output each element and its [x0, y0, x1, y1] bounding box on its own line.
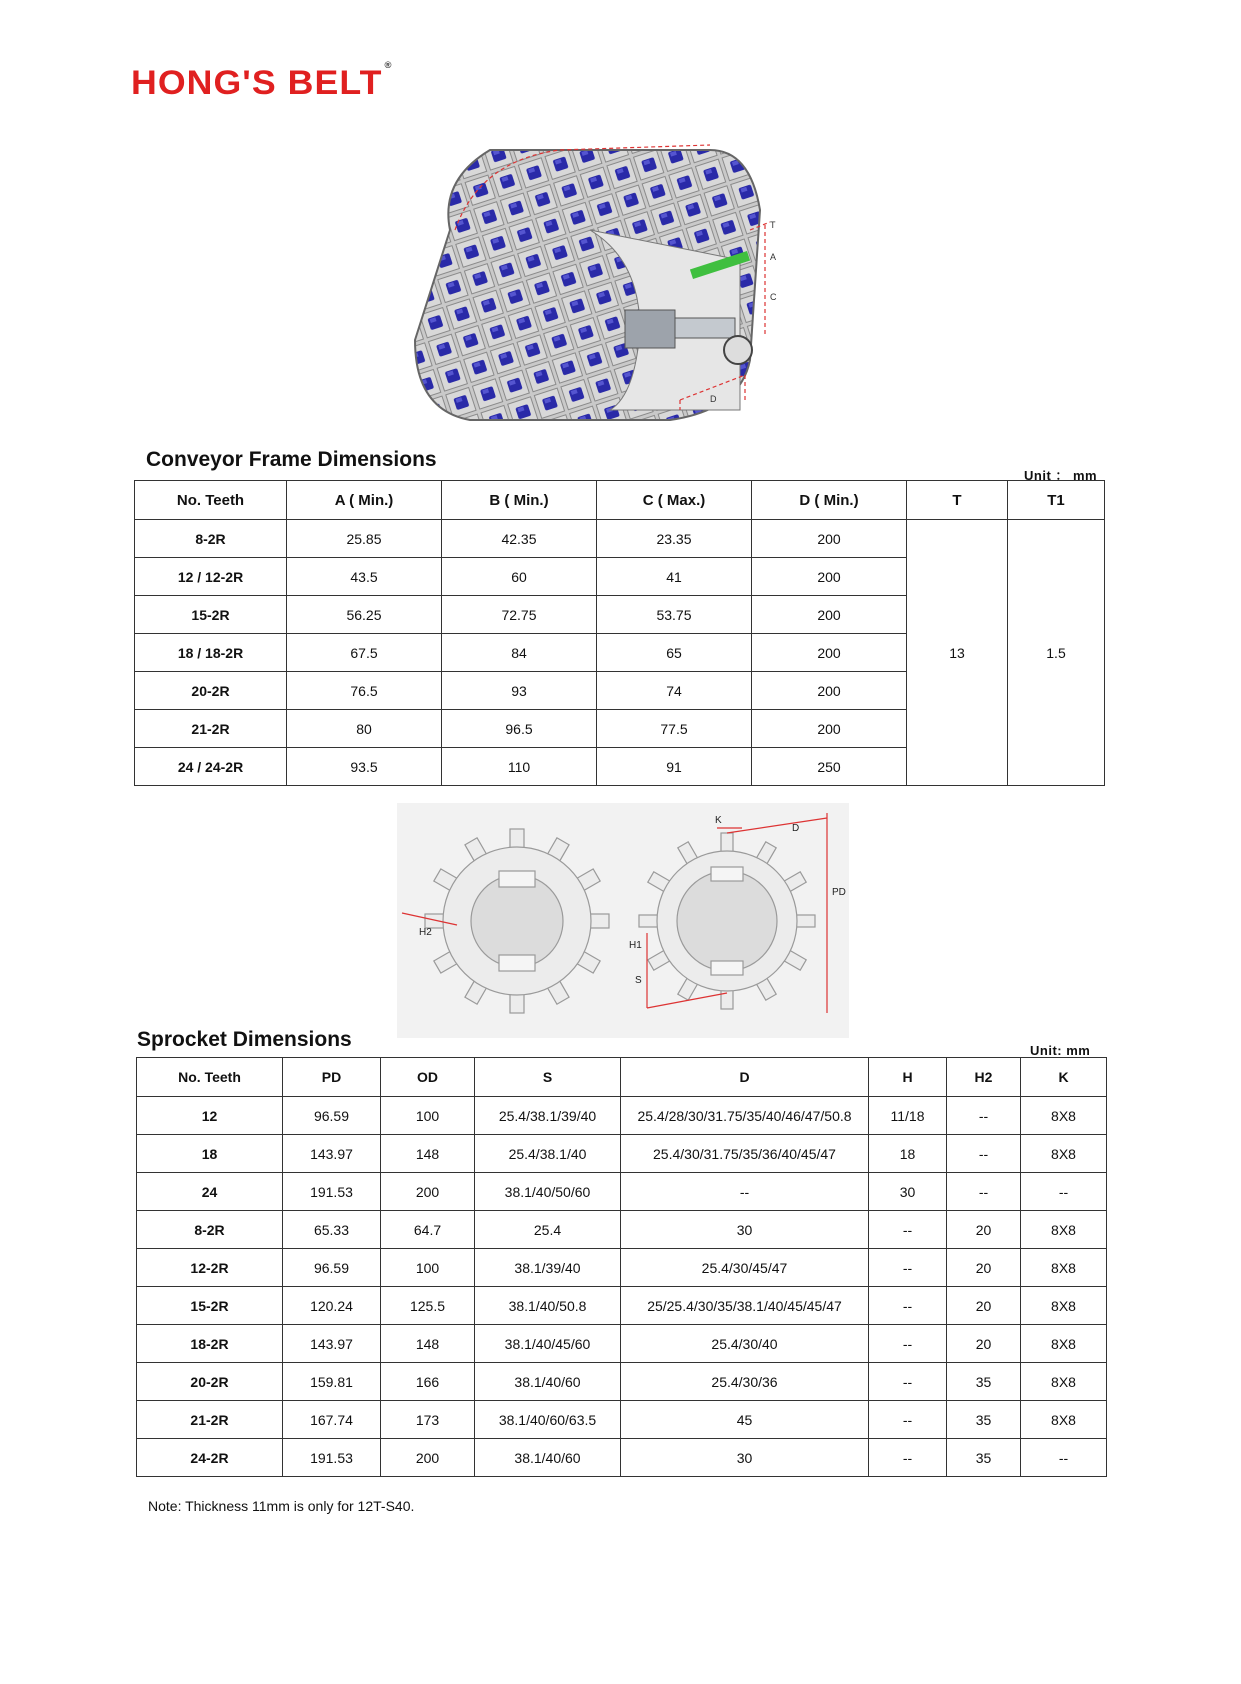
footnote: Note: Thickness 11mm is only for 12T-S40.: [148, 1498, 415, 1514]
cell: 8-2R: [135, 520, 287, 558]
label-H1: H1: [629, 940, 642, 951]
cell: 12: [137, 1097, 283, 1135]
label-T: T: [770, 220, 776, 230]
header-od: OD: [381, 1058, 475, 1097]
cell: 120.24: [283, 1287, 381, 1325]
cell: 191.53: [283, 1439, 381, 1477]
cell: 25.4/38.1/40: [475, 1135, 621, 1173]
cell: 110: [442, 748, 597, 786]
cell: 91: [597, 748, 752, 786]
cell: --: [869, 1287, 947, 1325]
cell: 200: [752, 558, 907, 596]
cell: 18: [869, 1135, 947, 1173]
label-PD: PD: [832, 887, 846, 898]
cell: 250: [752, 748, 907, 786]
cell: 24: [137, 1173, 283, 1211]
cell: 20: [947, 1325, 1021, 1363]
conveyor-belt-illustration: [410, 110, 850, 450]
header-t1: T1: [1008, 481, 1105, 520]
header-a: A ( Min.): [287, 481, 442, 520]
header-no-teeth: No. Teeth: [135, 481, 287, 520]
brand-logo-text: HONG'S BELT: [131, 64, 383, 102]
cell: 200: [752, 710, 907, 748]
table-row: [137, 1325, 1107, 1363]
cell: 200: [752, 520, 907, 558]
brand-logo: [131, 60, 393, 103]
cell: 24-2R: [137, 1439, 283, 1477]
cell: 148: [381, 1135, 475, 1173]
cell: 8-2R: [137, 1211, 283, 1249]
cell: 8X8: [1021, 1363, 1107, 1401]
table-row: [137, 1439, 1107, 1477]
cell: 25.4/30/40: [621, 1325, 869, 1363]
cell: 30: [621, 1211, 869, 1249]
table-row: [137, 1363, 1107, 1401]
cell: 80: [287, 710, 442, 748]
table-row: [135, 520, 1105, 558]
cell: 35: [947, 1363, 1021, 1401]
cell: 20-2R: [135, 672, 287, 710]
table-row: [137, 1173, 1107, 1211]
cell: 35: [947, 1401, 1021, 1439]
cell: 200: [752, 596, 907, 634]
cell: 56.25: [287, 596, 442, 634]
cell: --: [1021, 1439, 1107, 1477]
cell: 38.1/40/45/60: [475, 1325, 621, 1363]
table-row: [137, 1211, 1107, 1249]
table-row: [137, 1401, 1107, 1439]
cell: 200: [381, 1439, 475, 1477]
cell: 77.5: [597, 710, 752, 748]
cell: 65: [597, 634, 752, 672]
cell: 20: [947, 1211, 1021, 1249]
cell: 93: [442, 672, 597, 710]
cell: 200: [381, 1173, 475, 1211]
cell: 93.5: [287, 748, 442, 786]
cell: 43.5: [287, 558, 442, 596]
cell: 25.4/30/31.75/35/36/40/45/47: [621, 1135, 869, 1173]
cell: 20-2R: [137, 1363, 283, 1401]
cell: 20: [947, 1287, 1021, 1325]
cell: 15-2R: [137, 1287, 283, 1325]
sprocket-unit-label: Unit: mm: [1030, 1043, 1091, 1058]
cell: --: [869, 1439, 947, 1477]
cell: 60: [442, 558, 597, 596]
cell: 200: [752, 672, 907, 710]
cell: 25.4/28/30/31.75/35/40/46/47/50.8: [621, 1097, 869, 1135]
table-row: [137, 1249, 1107, 1287]
cell-t1-merged: 1.5: [1008, 520, 1105, 786]
cell: 191.53: [283, 1173, 381, 1211]
cell: 23.35: [597, 520, 752, 558]
cell-t-merged: 13: [907, 520, 1008, 786]
cell: --: [869, 1363, 947, 1401]
cell: 8X8: [1021, 1401, 1107, 1439]
cell: 84: [442, 634, 597, 672]
cell: 25.85: [287, 520, 442, 558]
cell: 166: [381, 1363, 475, 1401]
cell: 15-2R: [135, 596, 287, 634]
cell: 25.4/30/36: [621, 1363, 869, 1401]
cell: 96.59: [283, 1097, 381, 1135]
header-b: B ( Min.): [442, 481, 597, 520]
table-header-row: [137, 1058, 1107, 1097]
cell: 8X8: [1021, 1135, 1107, 1173]
header-c: C ( Max.): [597, 481, 752, 520]
cell: --: [621, 1173, 869, 1211]
cell: 21-2R: [135, 710, 287, 748]
cell: 159.81: [283, 1363, 381, 1401]
cell: 25/25.4/30/35/38.1/40/45/45/47: [621, 1287, 869, 1325]
header-h2: H2: [947, 1058, 1021, 1097]
cell: 20: [947, 1249, 1021, 1287]
sprocket-section-title: Sprocket Dimensions: [137, 1028, 352, 1051]
cell: 72.75: [442, 596, 597, 634]
header-d: D ( Min.): [752, 481, 907, 520]
cell: --: [947, 1097, 1021, 1135]
cell: 18: [137, 1135, 283, 1173]
cell: 200: [752, 634, 907, 672]
label-C: C: [770, 292, 777, 302]
cell: 74: [597, 672, 752, 710]
cell: 25.4/30/45/47: [621, 1249, 869, 1287]
cell: 64.7: [381, 1211, 475, 1249]
header-s: S: [475, 1058, 621, 1097]
cell: --: [869, 1401, 947, 1439]
cell: 38.1/40/60/63.5: [475, 1401, 621, 1439]
cell: 21-2R: [137, 1401, 283, 1439]
header-d: D: [621, 1058, 869, 1097]
header-k: K: [1021, 1058, 1107, 1097]
sprocket-illustration: [397, 803, 849, 1038]
cell: 96.5: [442, 710, 597, 748]
label-D: D: [710, 394, 717, 404]
cell: 45: [621, 1401, 869, 1439]
cell: --: [947, 1173, 1021, 1211]
cell: --: [947, 1135, 1021, 1173]
header-t: T: [907, 481, 1008, 520]
cell: --: [869, 1325, 947, 1363]
cell: 53.75: [597, 596, 752, 634]
cell: 148: [381, 1325, 475, 1363]
cell: 8X8: [1021, 1249, 1107, 1287]
cell: 18 / 18-2R: [135, 634, 287, 672]
table-header-row: [135, 481, 1105, 520]
cell: --: [869, 1249, 947, 1287]
sprocket-left-icon: [425, 829, 609, 1013]
cell: 35: [947, 1439, 1021, 1477]
cell: 38.1/39/40: [475, 1249, 621, 1287]
label-H2: H2: [419, 927, 432, 938]
cell: 173: [381, 1401, 475, 1439]
cell: --: [869, 1211, 947, 1249]
cell: 24 / 24-2R: [135, 748, 287, 786]
cell: --: [1021, 1173, 1107, 1211]
cell: 65.33: [283, 1211, 381, 1249]
header-h: H: [869, 1058, 947, 1097]
frame-section-title: Conveyor Frame Dimensions: [146, 448, 437, 471]
cell: 167.74: [283, 1401, 381, 1439]
cell: 67.5: [287, 634, 442, 672]
cell: 125.5: [381, 1287, 475, 1325]
cell: 100: [381, 1097, 475, 1135]
header-pd: PD: [283, 1058, 381, 1097]
table-row: [137, 1097, 1107, 1135]
header-no-teeth: No. Teeth: [137, 1058, 283, 1097]
cell: 38.1/40/60: [475, 1439, 621, 1477]
cell: 100: [381, 1249, 475, 1287]
cell: 76.5: [287, 672, 442, 710]
cell: 8X8: [1021, 1097, 1107, 1135]
frame-unit-label: Unit ： mm: [1024, 468, 1098, 483]
table-row: [137, 1287, 1107, 1325]
label-A: A: [770, 252, 777, 262]
sprocket-right-icon: [639, 833, 815, 1009]
cell: 12-2R: [137, 1249, 283, 1287]
label-K: K: [715, 815, 722, 826]
cell: 143.97: [283, 1135, 381, 1173]
cell: 38.1/40/60: [475, 1363, 621, 1401]
sprocket-dimensions-table: [136, 1057, 1107, 1477]
cell: 41: [597, 558, 752, 596]
cell: 8X8: [1021, 1211, 1107, 1249]
label-D: D: [792, 823, 800, 834]
table-row: [137, 1135, 1107, 1173]
cell: 8X8: [1021, 1287, 1107, 1325]
label-S: S: [635, 975, 642, 986]
cell: 12 / 12-2R: [135, 558, 287, 596]
cell: 18-2R: [137, 1325, 283, 1363]
cell: 42.35: [442, 520, 597, 558]
registered-mark: ®: [384, 60, 393, 70]
cell: 143.97: [283, 1325, 381, 1363]
cell: 25.4: [475, 1211, 621, 1249]
cell: 30: [621, 1439, 869, 1477]
cell: 25.4/38.1/39/40: [475, 1097, 621, 1135]
cell: 38.1/40/50.8: [475, 1287, 621, 1325]
cell: 11/18: [869, 1097, 947, 1135]
cell: 38.1/40/50/60: [475, 1173, 621, 1211]
cell: 30: [869, 1173, 947, 1211]
conveyor-frame-table: [134, 480, 1105, 786]
cell: 96.59: [283, 1249, 381, 1287]
cell: 8X8: [1021, 1325, 1107, 1363]
